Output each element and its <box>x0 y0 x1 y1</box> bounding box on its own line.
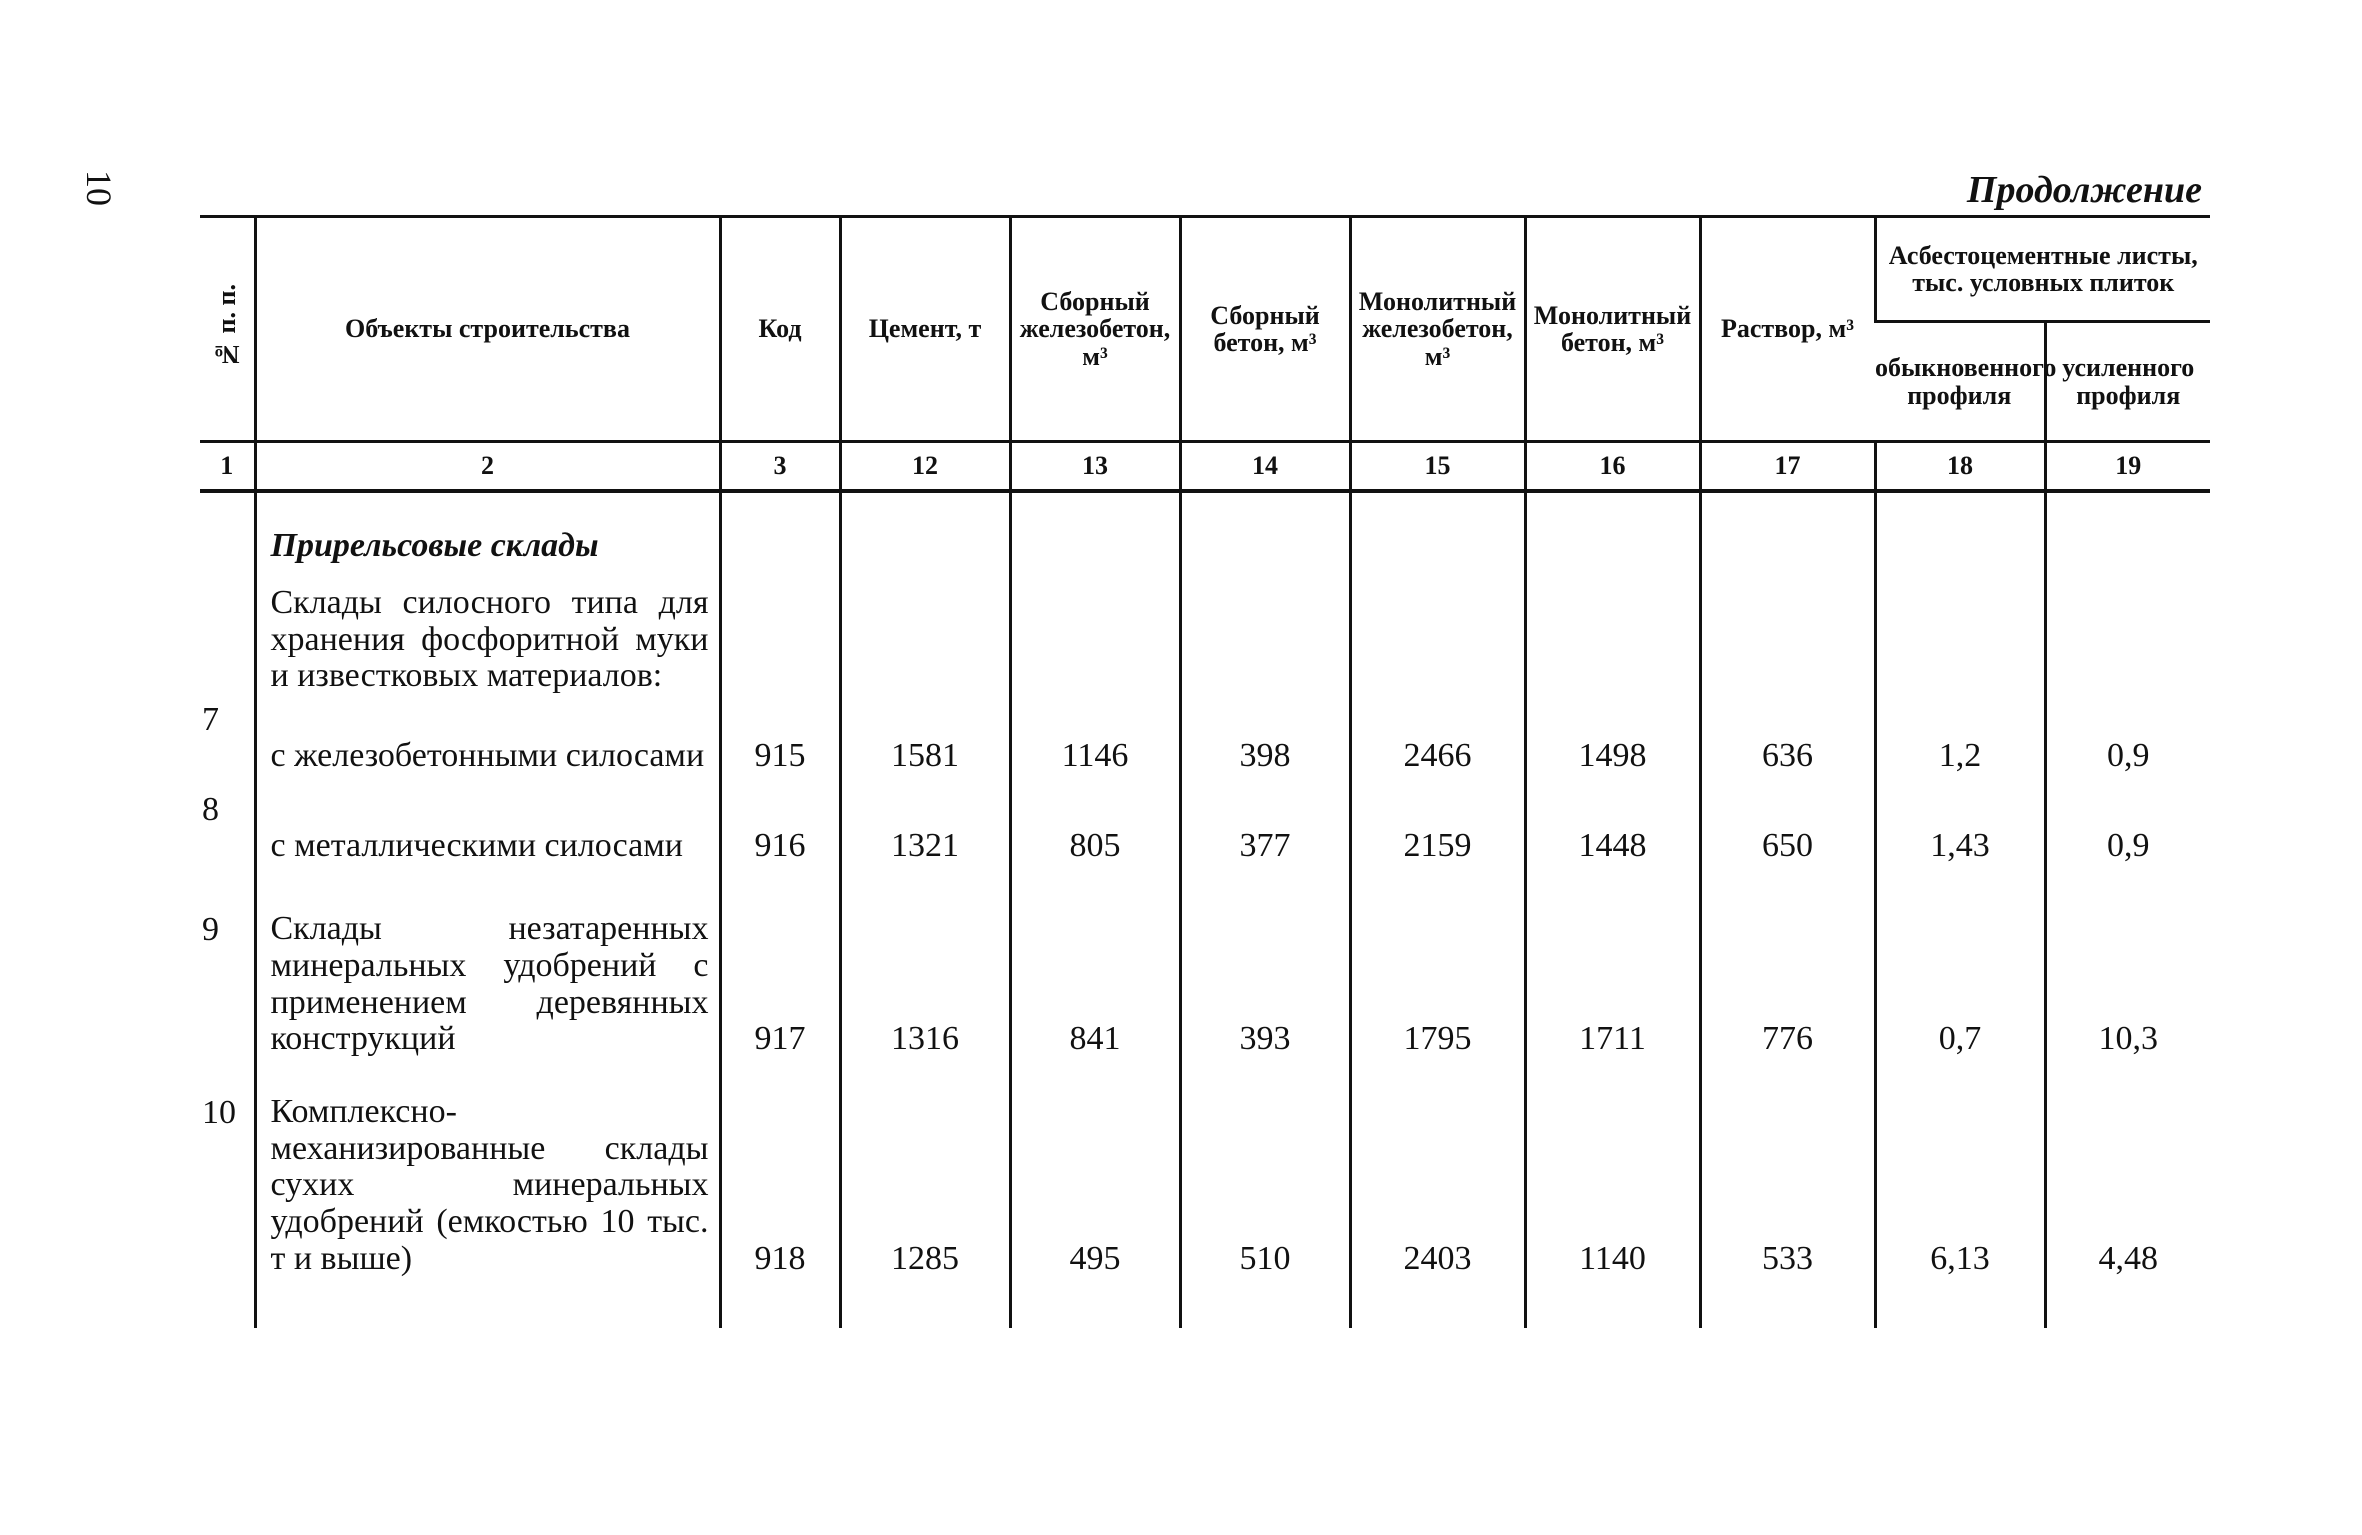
column-number: 14 <box>1180 442 1350 492</box>
row-number: 10 <box>202 1094 236 1132</box>
row-object: с железобетонными силосами <box>255 701 720 781</box>
row-precast-concrete: 398 <box>1180 701 1350 781</box>
row-object: Комплексно-механизированные склады сухих минеральных удобрений (емкостью 10 тыс. т и выше) <box>255 1064 720 1328</box>
row-precast-rc: 1146 <box>1010 701 1180 781</box>
column-number: 17 <box>1700 442 1875 492</box>
row-code: 918 <box>720 1064 840 1328</box>
row-precast-concrete: 510 <box>1180 1064 1350 1328</box>
table-row <box>200 701 2210 781</box>
header-monolithic-concrete: Монолитный бетон, м³ <box>1525 217 1700 442</box>
header-monolithic-rc: Монолитный железобетон, м³ <box>1350 217 1525 442</box>
row-asb-reinforced: 0,9 <box>2045 701 2210 781</box>
row-asb-reinforced: 4,48 <box>2045 1064 2210 1328</box>
column-number: 19 <box>2045 442 2210 492</box>
header-asbestos-reinforced: усиленного профиля <box>2045 322 2210 442</box>
row-precast-rc: 841 <box>1010 871 1180 1064</box>
header-precast-rc: Сборный железобетон, м³ <box>1010 217 1180 442</box>
column-number: 3 <box>720 442 840 492</box>
row-precast-concrete: 393 <box>1180 871 1350 1064</box>
row-precast-rc: 495 <box>1010 1064 1180 1328</box>
header-asbestos-ordinary: обыкновенного профиля <box>1875 322 2045 442</box>
row-mortar: 636 <box>1700 701 1875 781</box>
column-number: 2 <box>255 442 720 492</box>
section-title: Прирельсовые склады <box>255 491 720 571</box>
column-number-row <box>200 442 2210 492</box>
row-asb-ordinary: 6,13 <box>1875 1064 2045 1328</box>
row-mortar: 650 <box>1700 781 1875 871</box>
column-number: 13 <box>1010 442 1180 492</box>
header-asbestos-group: Асбестоцементные листы, тыс. условных плиток <box>1875 217 2210 322</box>
row-asb-ordinary: 0,7 <box>1875 871 2045 1064</box>
row-monolithic-rc: 1795 <box>1350 871 1525 1064</box>
row-number: 8 <box>202 791 219 829</box>
row-precast-rc: 805 <box>1010 781 1180 871</box>
row-monolithic-rc: 2403 <box>1350 1064 1525 1328</box>
row-object: с металлическими силосами <box>255 781 720 871</box>
row-asb-ordinary: 1,2 <box>1875 701 2045 781</box>
continuation-label: Продолжение <box>1966 169 2202 211</box>
row-precast-concrete: 377 <box>1180 781 1350 871</box>
row-cement: 1321 <box>840 781 1010 871</box>
row-code: 917 <box>720 871 840 1064</box>
row-monolithic-concrete: 1140 <box>1525 1064 1700 1328</box>
row-code: 915 <box>720 701 840 781</box>
column-number: 16 <box>1525 442 1700 492</box>
row-cement: 1285 <box>840 1064 1010 1328</box>
row-asb-reinforced: 0,9 <box>2045 781 2210 871</box>
column-number: 12 <box>840 442 1010 492</box>
row-monolithic-concrete: 1448 <box>1525 781 1700 871</box>
group-row <box>200 571 2210 701</box>
group-title: Склады силосного типа для хранения фосфоритной муки и известковых материалов: <box>255 571 720 701</box>
section-row <box>200 491 2210 571</box>
row-asb-ordinary: 1,43 <box>1875 781 2045 871</box>
row-mortar: 776 <box>1700 871 1875 1064</box>
header-mortar: Раствор, м³ <box>1700 217 1875 442</box>
row-code: 916 <box>720 781 840 871</box>
table-row <box>200 1064 2210 1328</box>
materials-table <box>200 215 2210 1328</box>
page-number: 10 <box>79 170 119 206</box>
row-asb-reinforced: 10,3 <box>2045 871 2210 1064</box>
column-number: 1 <box>200 442 255 492</box>
row-object: Склады незатаренных минеральных удобрений с применением деревянных конструкций <box>255 871 720 1064</box>
row-cement: 1316 <box>840 871 1010 1064</box>
table-row <box>200 781 2210 871</box>
row-monolithic-rc: 2159 <box>1350 781 1525 871</box>
table-row <box>200 871 2210 1064</box>
header-objects: Объекты строительства <box>255 217 720 442</box>
column-number: 18 <box>1875 442 2045 492</box>
row-number: 7 <box>202 701 219 739</box>
row-monolithic-rc: 2466 <box>1350 701 1525 781</box>
header-np: № п. п. <box>200 217 255 442</box>
header-cement: Цемент, т <box>840 217 1010 442</box>
column-number: 15 <box>1350 442 1525 492</box>
row-cement: 1581 <box>840 701 1010 781</box>
row-monolithic-concrete: 1711 <box>1525 871 1700 1064</box>
row-number: 9 <box>202 911 219 949</box>
row-monolithic-concrete: 1498 <box>1525 701 1700 781</box>
header-code: Код <box>720 217 840 442</box>
row-mortar: 533 <box>1700 1064 1875 1328</box>
header-precast-concrete: Сборный бетон, м³ <box>1180 217 1350 442</box>
